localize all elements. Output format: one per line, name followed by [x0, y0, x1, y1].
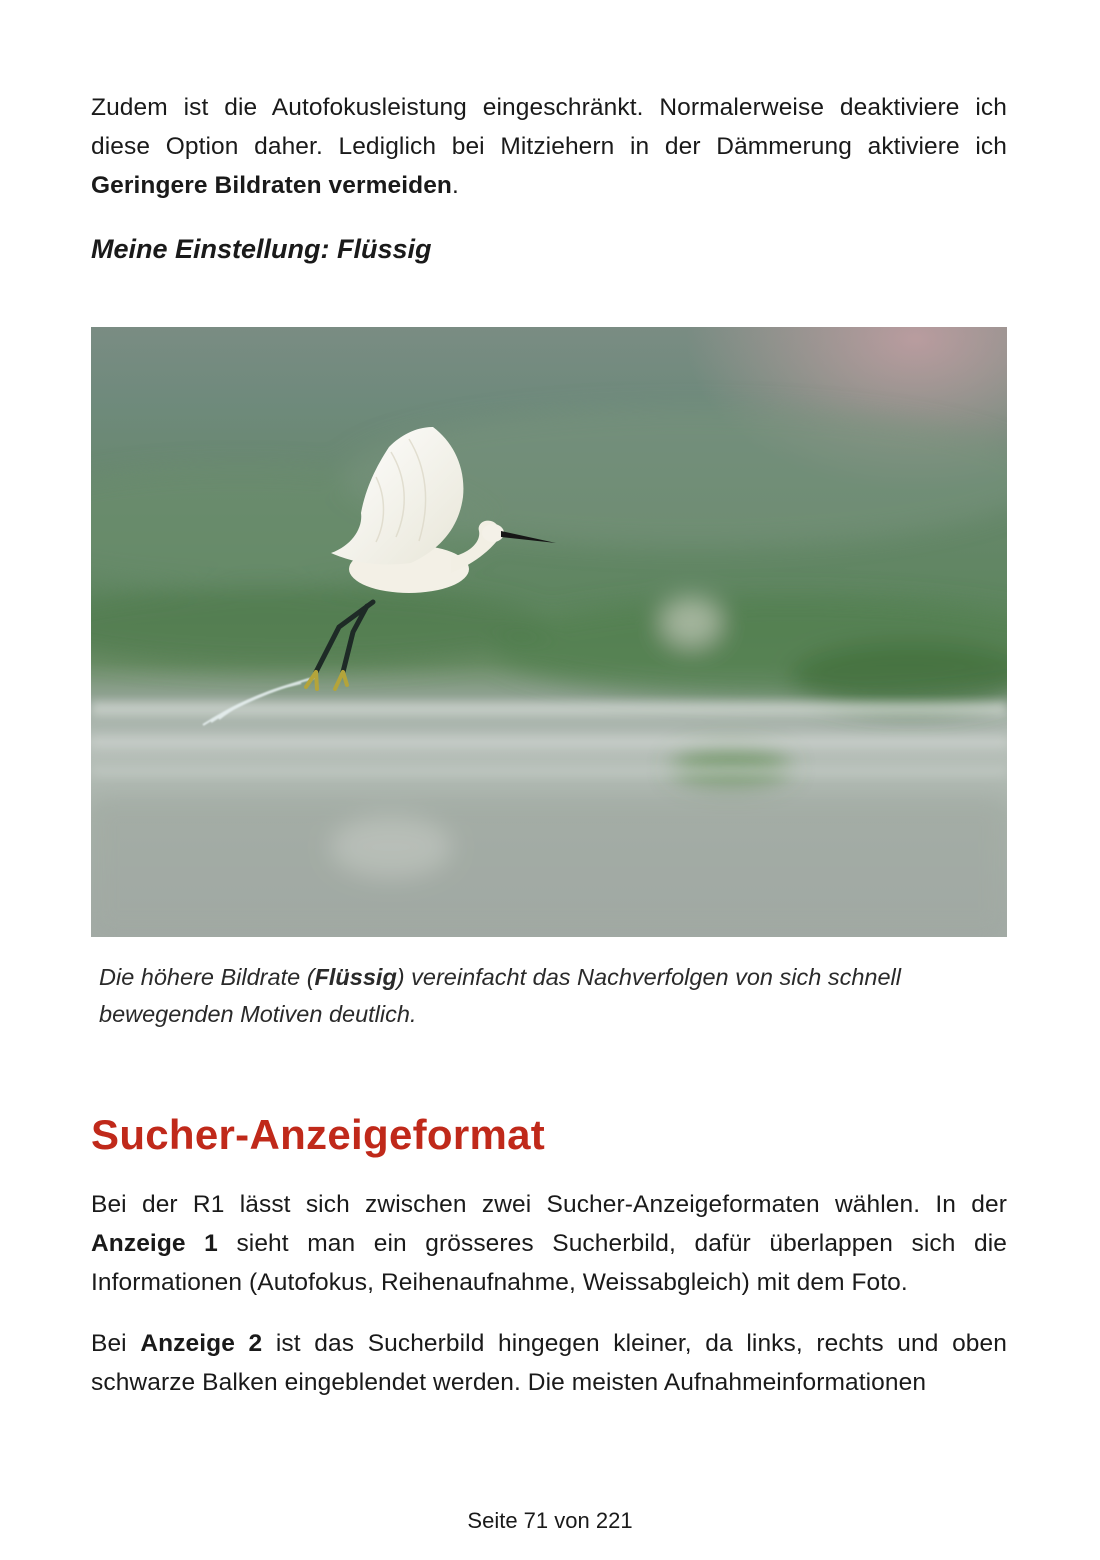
caption-text-end: ) vereinfacht das Nachverfolgen von sich schnell bewegenden Motiven deutlich. — [99, 964, 902, 1027]
section-heading: Sucher-Anzeigeformat — [91, 1111, 546, 1158]
photo-caption — [99, 959, 1004, 1033]
paragraph-text: sieht man ein grösseres Sucherbild, dafür überlappen sich die Informationen (Autofokus, Reihenaufnahme, Weissabgleich) mit dem Foto. — [91, 1230, 1007, 1296]
caption-bold: Flüssig — [314, 964, 397, 990]
paragraph-text: Zudem ist die Autofokusleistung eingeschränkt. Normalerweise deaktiviere ich diese Option daher. Lediglich bei Mitziehern in der Dämmerung aktiviere ich — [91, 94, 1007, 160]
bold-setting-name: Geringere Bildraten vermeiden — [91, 172, 452, 199]
caption-text-start: Die höhere Bildrate ( — [99, 964, 315, 990]
paragraph-end: . — [452, 172, 459, 199]
page-content — [91, 88, 1007, 1402]
my-setting-heading: Meine Einstellung: Flüssig — [91, 234, 432, 264]
paragraph-text: Bei der R1 lässt sich zwischen zwei Sucher-Anzeigeformaten wählen. In der — [91, 1191, 1007, 1218]
bold-anzeige-1: Anzeige 1 — [91, 1230, 218, 1257]
paragraph-anzeige-2 — [91, 1324, 1007, 1402]
page-number: Seite 71 von 221 — [467, 1508, 633, 1533]
paragraph-text: Bei — [91, 1330, 141, 1357]
paragraph-anzeige-1 — [91, 1185, 1007, 1302]
bold-anzeige-2: Anzeige 2 — [140, 1330, 263, 1357]
paragraph-autofocus — [91, 88, 1007, 205]
egret-photo — [91, 327, 1007, 937]
paragraph-text: ist das Sucherbild hingegen kleiner, da links, rechts und oben schwarze Balken eingeblendet werden. Die meisten Aufnahmeinformationen — [91, 1330, 1007, 1396]
